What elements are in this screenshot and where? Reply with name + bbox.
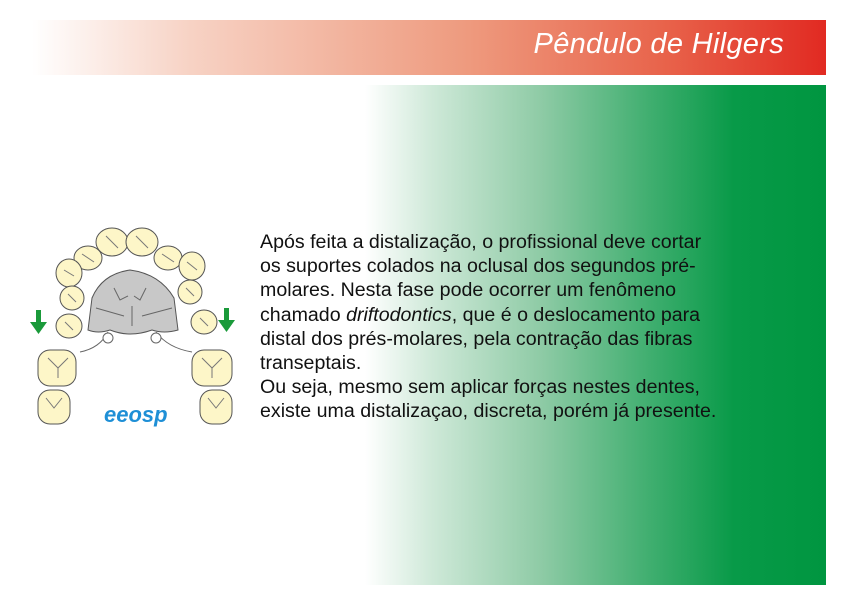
eosp-logo-icon: eeosp [104,402,168,427]
text-line: Ou seja, mesmo sem aplicar forças nestes dentes, [260,376,700,399]
body-text [260,230,835,424]
text-line: distal dos prés-molares, pela contração das fibras [260,327,693,350]
dental-arch-icon [24,226,246,434]
text-line: molares. Nesta fase pode ocorrer um fenômeno [260,279,677,302]
page-title: Pêndulo de Hilgers [533,28,784,60]
arrow-down-icon [218,308,235,332]
text-line: os suportes colados na oclusal dos segundos pré- [260,255,696,278]
text-segment: chamado [260,303,347,326]
text-line [260,303,835,327]
text-line: existe uma distalizaçao, discreta, porém já presente. [260,400,717,423]
text-segment: , que é o deslocamento para [451,303,701,326]
dental-arch-illustration [24,226,246,434]
text-line: Após feita a distalização, o profissional deve cortar [260,231,702,253]
title-bar [32,20,826,75]
emphasis-term: driftodontics [346,303,452,326]
arrow-down-icon [30,310,47,334]
text-line: transeptais. [260,352,362,375]
